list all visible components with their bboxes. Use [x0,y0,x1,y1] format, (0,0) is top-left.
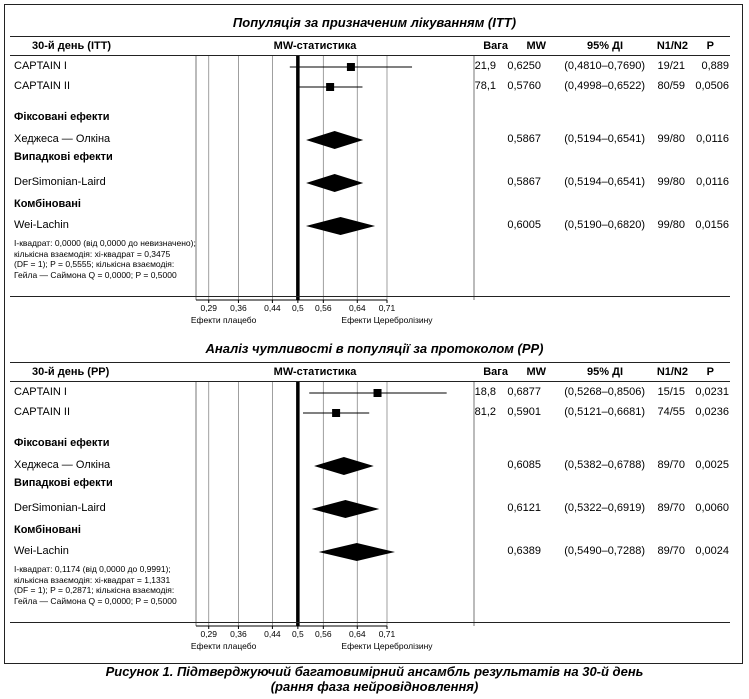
header-study: 30-й день (ITT) [32,40,112,52]
row-mw: 0,6121 [507,502,541,514]
row-mw: 0,6389 [507,545,541,557]
row-ci: (0,5268–0,8506) [564,386,645,398]
x-tick-label: 0,56 [315,629,332,639]
row-label: Wei-Lachin [14,219,69,231]
stats-line: (DF = 1); P = 0,5555; кількісна взаємодія: [14,259,175,269]
row-n1n2: 89/70 [657,545,685,557]
x-tick-label: 0,5 [291,303,304,313]
row-ci: (0,5382–0,6788) [564,459,645,471]
row-mw: 0,6085 [507,459,541,471]
pooled-estimate-diamond [312,500,380,518]
x-right-label: Ефекти Церебролізину [341,315,433,325]
row-mw: 0,5867 [507,133,541,145]
row-label: CAPTAIN II [14,80,71,92]
stats-line: кількісна взаємодія: хі-квадрат = 0,3475 [14,248,171,259]
stats-line: Гейла — Саймона Q = 0,0000; P = 0,5000 [14,269,177,280]
row-ci: (0,5194–0,6541) [564,176,645,188]
x-tick-label: 0,64 [349,303,366,313]
row-p: 0,0025 [695,459,729,471]
point-estimate-square [326,83,334,91]
x-tick-label: 0,56 [315,303,332,313]
header-mw: MW [526,366,546,378]
row-weight: 18,8 [474,386,496,398]
pooled-estimate-diamond [306,131,363,149]
row-label: Хеджеса — Олкіна [14,133,111,145]
row-p: 0,0231 [695,386,729,398]
heterogeneity-stats [14,238,196,280]
row-n1n2: 99/80 [657,176,685,188]
x-tick-label: 0,5 [291,629,304,639]
row-p: 0,0116 [696,133,729,145]
row-p: 0,0506 [695,80,729,92]
header-n1n2: N1/N2 [656,40,688,52]
rule-line [10,622,730,623]
row-label: CAPTAIN II [14,406,71,418]
row-n1n2: 19/21 [657,60,685,72]
row-ci: (0,5322–0,6919) [564,502,645,514]
row-mw: 0,5760 [507,80,541,92]
pooled-estimate-diamond [319,543,395,561]
row-n1n2: 15/15 [657,386,685,398]
header-n1n2: N1/N2 [656,366,688,378]
header-p: P [706,40,714,52]
row-ci: (0,5121–0,6681) [564,406,645,418]
x-tick-label: 0,29 [200,303,217,313]
header-mw: MW [526,40,546,52]
row-p: 0,0024 [695,545,729,557]
section-heading: Випадкові ефекти [14,151,113,163]
point-estimate-square [332,409,340,417]
row-label: DerSimonian-Laird [14,176,106,188]
figure-caption-line-2: (рання фаза нейровідновлення) [270,679,479,694]
row-n1n2: 99/80 [657,219,685,231]
x-tick-label: 0,64 [349,629,366,639]
header-ci: 95% ДІ [587,366,623,378]
section-heading: Фіксовані ефекти [14,437,110,449]
section-heading: Комбіновані [14,198,81,210]
rule-line [10,381,730,382]
row-label: Хеджеса — Олкіна [14,459,111,471]
header-mw-statistic: MW-статистика [273,40,357,52]
header-p: P [706,366,714,378]
row-n1n2: 74/55 [657,406,685,418]
rule-line [10,55,730,56]
x-tick-label: 0,29 [200,629,217,639]
panel-title: Аналіз чутливості в популяції за протоколом (PP) [205,341,544,356]
row-mw: 0,5867 [507,176,541,188]
row-label: Wei-Lachin [14,545,69,557]
pooled-estimate-diamond [306,217,375,235]
panel-title: Популяція за призначеним лікуванням (ITT) [232,15,517,30]
figure-caption-line-1: Рисунок 1. Підтверджуючий багатовимірний ансамбль результатів на 30-й день [105,664,644,679]
stats-line: Гейла — Саймона Q = 0,0000; P = 0,5000 [14,595,177,606]
section-heading: Комбіновані [14,524,81,536]
x-right-label: Ефекти Церебролізину [341,641,433,651]
row-p: 0,0236 [695,406,729,418]
row-mw: 0,5901 [507,406,541,418]
x-tick-label: 0,44 [264,629,281,639]
row-label: CAPTAIN I [14,60,67,72]
rule-line [10,36,730,37]
row-mw: 0,6005 [507,219,541,231]
x-tick-label: 0,36 [230,303,247,313]
rule-line [10,296,730,297]
section-heading: Фіксовані ефекти [14,111,110,123]
row-ci: (0,5490–0,7288) [564,545,645,557]
header-weight: Вага [483,366,508,378]
rule-line [10,362,730,363]
row-label: CAPTAIN I [14,386,67,398]
stats-line: I-квадрат: 0,0000 (від 0,0000 до невизначено); [14,238,196,248]
pooled-estimate-diamond [306,174,363,192]
row-mw: 0,6250 [507,60,541,72]
header-ci: 95% ДІ [587,40,623,52]
x-tick-label: 0,71 [378,303,396,313]
point-estimate-square [347,63,355,71]
row-weight: 81,2 [474,406,496,418]
stats-line: кількісна взаємодія: хі-квадрат = 1,1331 [14,574,171,585]
heterogeneity-stats [14,564,177,606]
header-weight: Вага [483,40,508,52]
x-tick-label: 0,44 [264,303,281,313]
row-p: 0,889 [701,60,729,72]
stats-line: (DF = 1); P = 0,2871; кількісна взаємодія: [14,585,175,595]
row-p: 0,0156 [695,219,729,231]
header-study: 30-й день (PP) [32,366,110,378]
row-weight: 21,9 [474,60,496,72]
row-ci: (0,5194–0,6541) [564,133,645,145]
row-n1n2: 80/59 [657,80,685,92]
point-estimate-square [374,389,382,397]
row-weight: 78,1 [474,80,496,92]
row-n1n2: 99/80 [657,133,685,145]
row-ci: (0,5190–0,6820) [564,219,645,231]
row-label: DerSimonian-Laird [14,502,106,514]
row-n1n2: 89/70 [657,502,685,514]
row-p: 0,0060 [695,502,729,514]
x-tick-label: 0,36 [230,629,247,639]
row-ci: (0,4810–0,7690) [564,60,645,72]
row-n1n2: 89/70 [657,459,685,471]
header-mw-statistic: MW-статистика [273,366,357,378]
x-tick-label: 0,71 [378,629,396,639]
stats-line: I-квадрат: 0,1174 (від 0,0000 до 0,9991); [14,564,171,574]
x-left-label: Ефекти плацебо [190,315,257,325]
row-p: 0,0116 [696,176,729,188]
row-ci: (0,4998–0,6522) [564,80,645,92]
row-mw: 0,6877 [507,386,541,398]
section-heading: Випадкові ефекти [14,477,113,489]
x-left-label: Ефекти плацебо [190,641,257,651]
